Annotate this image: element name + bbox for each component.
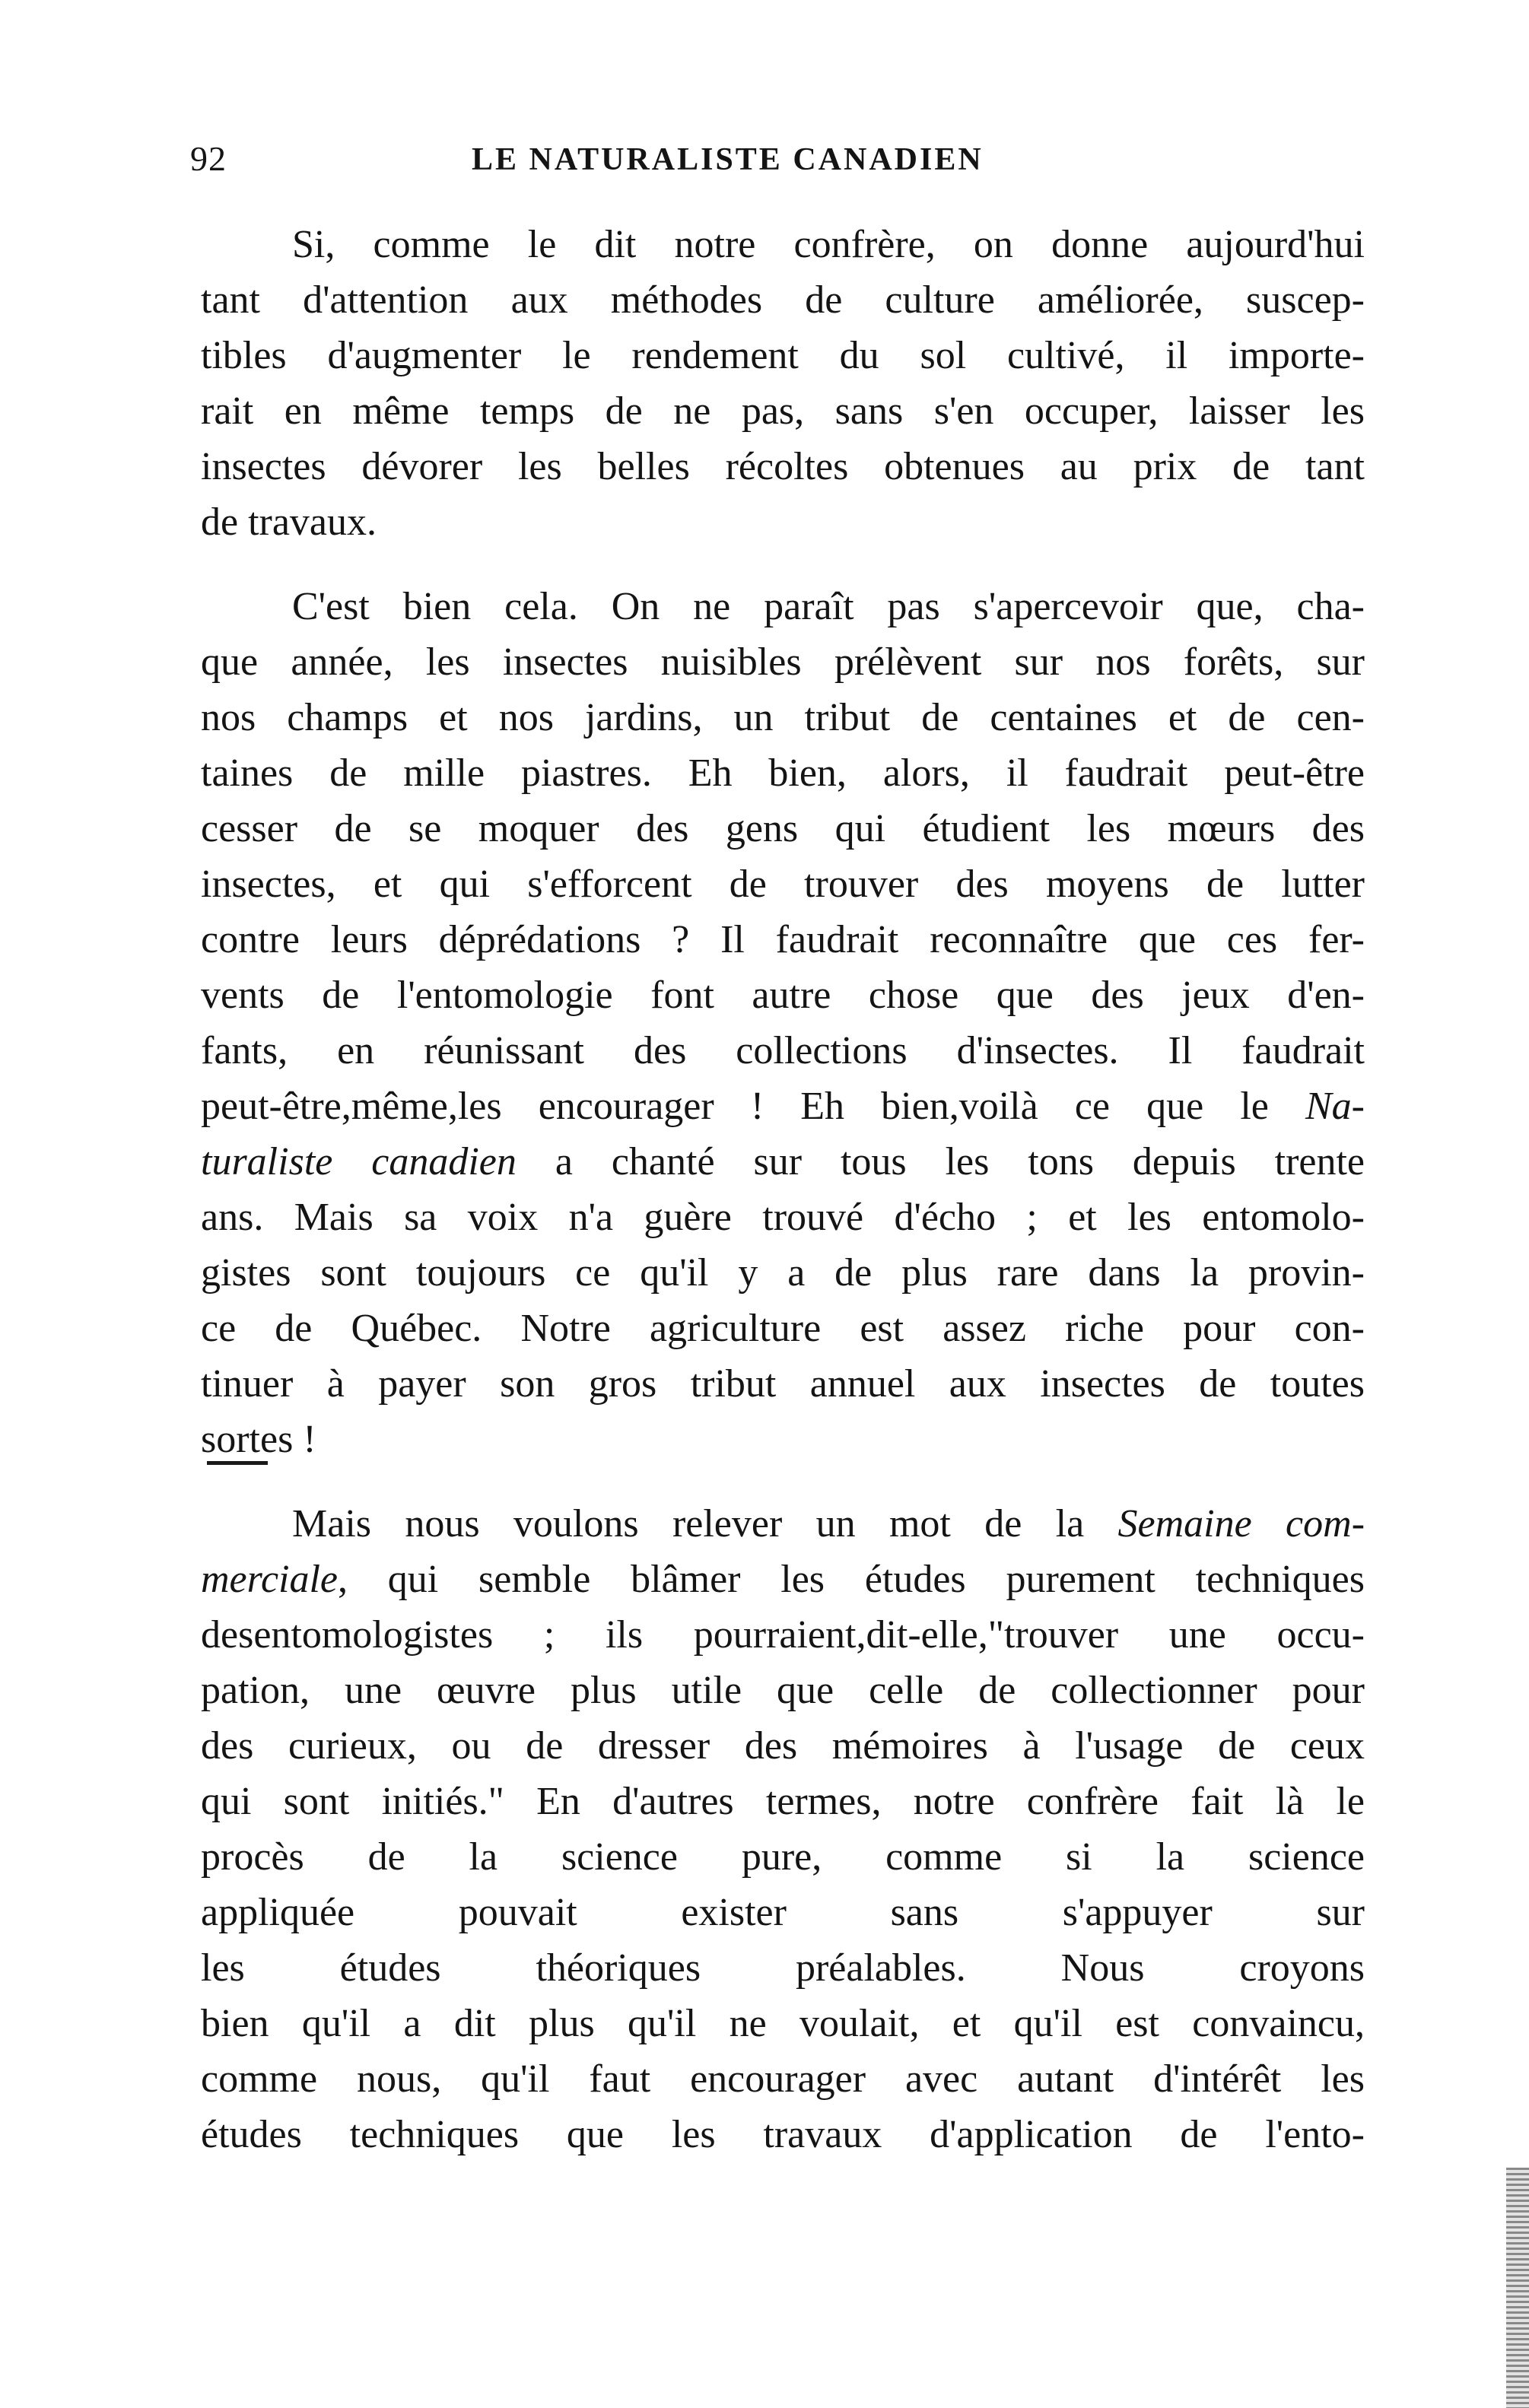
text-line: [201, 1079, 1365, 1134]
italic-title-run: turaliste canadien: [201, 1140, 517, 1183]
text-line: cesser de se moquer des gens qui étudient les mœurs des: [201, 807, 1365, 850]
text-line: [201, 1496, 1365, 1552]
text-line: des curieux, ou de dresser des mémoires à l'usage de ceux: [201, 1724, 1365, 1768]
text-line: tant d'attention aux méthodes de culture améliorée, suscep-: [201, 278, 1365, 322]
text-line: ce de Québec. Notre agriculture est assez riche pour con-: [201, 1307, 1365, 1350]
text-line: [201, 1134, 1365, 1190]
text-line: bien qu'il a dit plus qu'il ne voulait, et qu'il est convaincu,: [201, 2002, 1365, 2045]
paragraph-2: [201, 579, 1365, 1467]
page-edge-shadow: [1506, 2168, 1529, 2408]
running-head: [190, 138, 1369, 192]
text-line: insectes dévorer les belles récoltes obtenues au prix de tant: [201, 445, 1365, 488]
text-line: qui sont initiés." En d'autres termes, notre confrère fait là le: [201, 1780, 1365, 1823]
text-line: insectes, et qui s'efforcent de trouver des moyens de lutter: [201, 862, 1365, 906]
text-line: procès de la science pure, comme si la science: [201, 1835, 1365, 1879]
text-line: rait en même temps de ne pas, sans s'en occuper, laisser les: [201, 389, 1365, 433]
text-line: vents de l'entomologie font autre chose que des jeux d'en-: [201, 974, 1365, 1017]
text-line: nos champs et nos jardins, un tribut de centaines et de cen-: [201, 696, 1365, 739]
text-line: les études théoriques préalables. Nous croyons: [201, 1946, 1365, 1990]
page-number: 92: [190, 139, 227, 178]
text-run: Mais nous voulons relever un mot de la: [292, 1502, 1118, 1546]
text-line: C'est bien cela. On ne paraît pas s'apercevoir que, cha-: [292, 585, 1365, 628]
text-line: contre leurs déprédations ? Il faudrait reconnaître que ces fer-: [201, 918, 1365, 961]
text-line: tibles d'augmenter le rendement du sol cultivé, il importe-: [201, 334, 1365, 377]
text-line: taines de mille piastres. Eh bien, alors, il faudrait peut-être: [201, 751, 1365, 795]
text-run: , qui semble blâmer les études purement techniques: [338, 1558, 1365, 1601]
text-line: de travaux.: [201, 500, 377, 544]
italic-title-run: Semaine com-: [1117, 1502, 1365, 1546]
text-run: a chanté sur tous les tons depuis trente: [516, 1140, 1365, 1183]
journal-title: LE NATURALISTE CANADIEN: [472, 142, 984, 177]
text-line: desentomologistes ; ils pourraient,dit-elle,"trouver une occu-: [201, 1613, 1365, 1657]
italic-title-run: Na-: [1305, 1085, 1365, 1128]
text-line: sortes !: [201, 1418, 316, 1461]
text-line: fants, en réunissant des collections d'insectes. Il faudrait: [201, 1029, 1365, 1072]
text-line: gistes sont toujours ce qu'il y a de plus rare dans la provin-: [201, 1251, 1365, 1295]
paragraph-3: [201, 1496, 1365, 2162]
text-line: que année, les insectes nuisibles prélèvent sur nos forêts, sur: [201, 640, 1365, 684]
italic-title-run: merciale: [201, 1558, 338, 1601]
text-run: peut-être,même,les encourager ! Eh bien,voilà ce que le: [201, 1085, 1305, 1128]
text-line: appliquée pouvait exister sans s'appuyer sur: [201, 1891, 1365, 1934]
printer-rule-mark: [207, 1461, 268, 1465]
text-line: comme nous, qu'il faut encourager avec autant d'intérêt les: [201, 2057, 1365, 2101]
text-line: [201, 1552, 1365, 1607]
text-line: pation, une œuvre plus utile que celle de collectionner pour: [201, 1669, 1365, 1712]
text-line: études techniques que les travaux d'application de l'ento-: [201, 2113, 1365, 2156]
text-line: ans. Mais sa voix n'a guère trouvé d'écho ; et les entomolo-: [201, 1196, 1365, 1239]
text-line: tinuer à payer son gros tribut annuel aux insectes de toutes: [201, 1362, 1365, 1406]
text-line: Si, comme le dit notre confrère, on donne aujourd'hui: [292, 223, 1365, 266]
paragraph-1: [201, 217, 1365, 550]
body-text: [201, 217, 1365, 2162]
